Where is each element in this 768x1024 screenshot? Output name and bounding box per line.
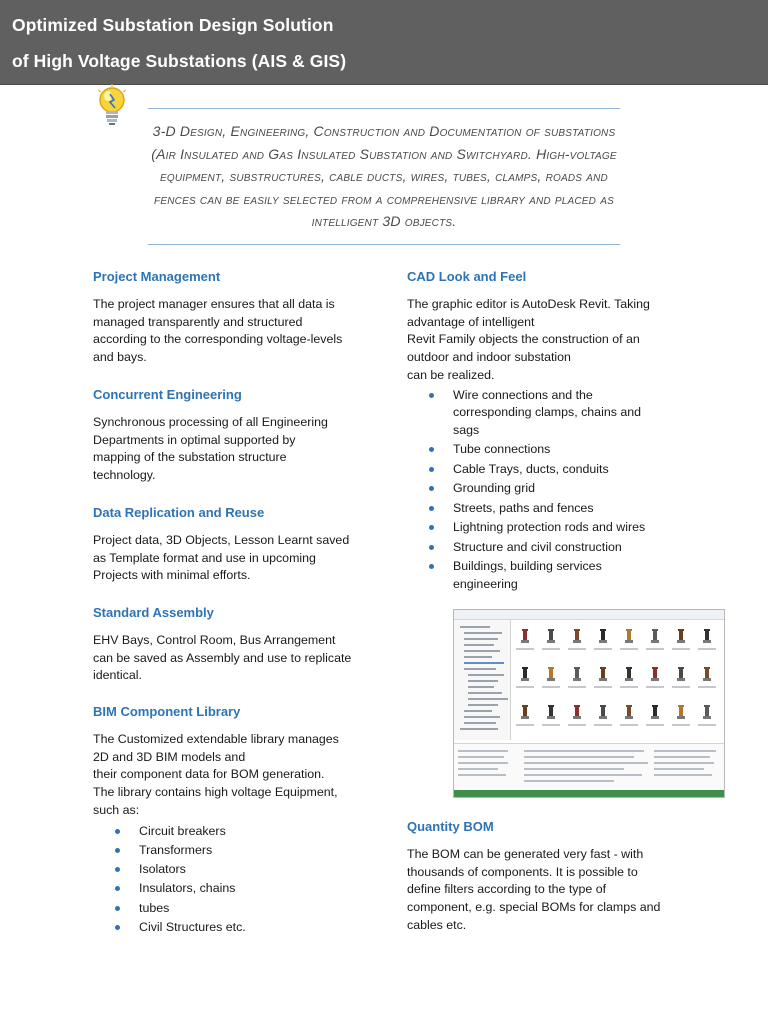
library-object-thumbnail xyxy=(674,704,688,720)
library-object-thumbnail xyxy=(518,704,532,720)
text-line: technology. xyxy=(93,468,156,483)
library-object-thumbnail xyxy=(648,628,662,644)
text-line: their component data for BOM generation. xyxy=(93,767,325,782)
library-object-caption xyxy=(672,648,690,650)
section-bom xyxy=(407,818,677,935)
list-item xyxy=(93,880,365,898)
text-line: The project manager ensures that all data is xyxy=(93,297,335,311)
text-line: and bays. xyxy=(93,350,147,365)
bullet-icon xyxy=(429,506,434,511)
bullet-icon xyxy=(115,925,120,930)
text-line: The graphic editor is AutoDesk Revit. Taking xyxy=(407,297,650,311)
text-line: define filters according to the type of xyxy=(407,882,607,897)
text-line: according to the corresponding voltage-levels xyxy=(93,332,343,347)
bullet-icon xyxy=(115,906,120,911)
library-object-caption xyxy=(672,724,690,726)
bullet-icon xyxy=(115,886,120,891)
software-screenshot xyxy=(453,609,725,798)
screenshot-property-panes xyxy=(454,743,724,796)
library-object-caption xyxy=(516,686,534,688)
heading-bom: Quantity BOM xyxy=(407,819,494,834)
list-item xyxy=(93,900,365,918)
library-object-thumbnail xyxy=(622,666,636,682)
text-line: such as: xyxy=(93,802,140,817)
library-object-thumbnail xyxy=(622,704,636,720)
list-item-text: Insulators, chains xyxy=(139,881,236,896)
text-line: Project data, 3D Objects, Lesson Learnt saved xyxy=(93,533,350,547)
library-object-thumbnail xyxy=(518,628,532,644)
list-item xyxy=(407,539,677,557)
screenshot-titlebar xyxy=(454,610,724,620)
library-object-caption xyxy=(516,648,534,650)
list-item xyxy=(93,861,365,879)
list-item-text: Buildings, building services xyxy=(453,559,602,574)
text-line: component, e.g. special BOMs for clamps and xyxy=(407,900,661,915)
heading-project-management: Project Management xyxy=(93,269,221,284)
text-line: The BOM can be generated very fast - with xyxy=(407,847,644,861)
list-item xyxy=(93,842,365,860)
text-line: Departments in optimal supported by xyxy=(93,432,296,447)
list-item xyxy=(407,387,677,440)
list-item xyxy=(407,500,677,518)
library-object-caption xyxy=(698,724,716,726)
list-item-text: Structure and civil construction xyxy=(453,539,622,554)
library-object-caption xyxy=(620,686,638,688)
library-object-caption xyxy=(568,686,586,688)
list-item-text: corresponding clamps, chains and xyxy=(453,405,642,420)
list-item-text: Circuit breakers xyxy=(139,823,226,838)
list-item-text: Cable Trays, ducts, conduits xyxy=(453,461,609,476)
title-line-2: of High Voltage Substations (AIS & GIS) xyxy=(12,51,347,71)
library-object-caption xyxy=(542,648,560,650)
text-line: can be saved as Assembly and use to replicate xyxy=(93,650,352,665)
bullet-icon xyxy=(429,486,434,491)
text-line: advantage of intelligent xyxy=(407,314,535,329)
list-item-text: Civil Structures etc. xyxy=(139,920,246,934)
library-object-caption xyxy=(594,686,612,688)
list-item-text: Transformers xyxy=(139,842,213,857)
library-object-thumbnail xyxy=(700,628,714,644)
intro-text: 3-D Design, Engineering, Construction and Documentation of substations (Air Insulated and Gas Insulated Substation and Switchyard. High-voltage equipment, substructures, cable ducts, wires, tubes, clamps, roads and fences can be easily selected from a comprehensive library and placed as intelligent 3D objects. xyxy=(151,123,617,229)
heading-standard-assembly: Standard Assembly xyxy=(93,605,214,620)
bullet-icon xyxy=(115,848,120,853)
list-item xyxy=(407,441,677,459)
text-line: as Template format and use in upcoming xyxy=(93,550,316,565)
library-object-thumbnail xyxy=(544,704,558,720)
library-object-thumbnail xyxy=(518,666,532,682)
list-item xyxy=(407,558,677,593)
list-item-text: Grounding grid xyxy=(453,481,535,496)
library-object-caption xyxy=(646,724,664,726)
list-item-text: Lightning protection rods and wires xyxy=(453,520,646,535)
list-item xyxy=(407,480,677,498)
list-item-text: Tube connections xyxy=(453,442,551,457)
text-line: EHV Bays, Control Room, Bus Arrangement xyxy=(93,633,336,647)
library-object-caption xyxy=(568,648,586,650)
list-item xyxy=(93,823,365,841)
text-line: cables etc. xyxy=(407,917,467,932)
library-object-caption xyxy=(620,648,638,650)
library-object-caption xyxy=(672,686,690,688)
library-object-thumbnail xyxy=(596,666,610,682)
list-item-text: sags xyxy=(453,422,480,437)
text-line: Synchronous processing of all Engineering xyxy=(93,415,328,429)
list-item-text: Streets, paths and fences xyxy=(453,500,594,515)
text-line: mapping of the substation structure xyxy=(93,450,287,465)
heading-cad: CAD Look and Feel xyxy=(407,269,527,284)
library-object-caption xyxy=(594,648,612,650)
text-line: outdoor and indoor substation xyxy=(407,350,571,365)
library-object-thumbnail xyxy=(544,666,558,682)
library-object-thumbnail xyxy=(674,666,688,682)
library-object-caption xyxy=(594,724,612,726)
bullet-icon xyxy=(115,829,120,834)
text-line: Revit Family objects the construction of an xyxy=(407,332,640,347)
library-object-thumbnail xyxy=(570,628,584,644)
bullet-icon xyxy=(429,447,434,452)
library-object-caption xyxy=(646,648,664,650)
section-project-management xyxy=(93,268,365,367)
text-line: can be realized. xyxy=(407,367,495,382)
bim-equipment-list xyxy=(93,823,365,937)
lightbulb-icon xyxy=(94,84,130,128)
library-object-thumbnail xyxy=(700,704,714,720)
library-object-caption xyxy=(620,724,638,726)
library-object-thumbnail xyxy=(648,704,662,720)
bullet-icon xyxy=(115,867,120,872)
section-bim-library xyxy=(93,703,365,938)
bullet-icon xyxy=(429,564,434,569)
text-line: The Customized extendable library manages xyxy=(93,732,339,746)
bullet-icon xyxy=(429,525,434,530)
library-object-caption xyxy=(698,648,716,650)
screenshot-object-grid xyxy=(514,624,720,740)
screenshot-tree-panel xyxy=(454,620,511,740)
library-object-caption xyxy=(542,686,560,688)
library-object-thumbnail xyxy=(700,666,714,682)
heading-bim-library: BIM Component Library xyxy=(93,704,241,719)
screenshot-statusbar xyxy=(454,790,724,797)
library-object-thumbnail xyxy=(596,704,610,720)
section-concurrent-engineering xyxy=(93,386,365,485)
list-item-text: Isolators xyxy=(139,862,186,877)
bullet-icon xyxy=(429,393,434,398)
text-line: The library contains high voltage Equipment, xyxy=(93,785,338,800)
library-object-thumbnail xyxy=(544,628,558,644)
title-line-1: Optimized Substation Design Solution xyxy=(12,15,334,35)
title-banner xyxy=(0,0,768,85)
intro-rule-bottom xyxy=(148,244,620,245)
section-data-replication xyxy=(93,504,365,585)
text-line: Projects with minimal efforts. xyxy=(93,568,251,583)
library-object-caption xyxy=(646,686,664,688)
library-object-caption xyxy=(542,724,560,726)
library-object-thumbnail xyxy=(570,704,584,720)
library-object-caption xyxy=(698,686,716,688)
heading-concurrent-engineering: Concurrent Engineering xyxy=(93,387,242,402)
section-cad xyxy=(407,268,677,596)
library-object-thumbnail xyxy=(648,666,662,682)
library-object-thumbnail xyxy=(622,628,636,644)
heading-data-replication: Data Replication and Reuse xyxy=(93,505,265,520)
text-line: 2D and 3D BIM models and xyxy=(93,749,246,764)
list-item xyxy=(407,519,677,537)
text-line: managed transparently and structured xyxy=(93,314,303,329)
library-object-thumbnail xyxy=(570,666,584,682)
library-object-thumbnail xyxy=(596,628,610,644)
intro-rule-top xyxy=(148,108,620,109)
section-standard-assembly xyxy=(93,604,365,685)
library-object-caption xyxy=(568,724,586,726)
library-object-thumbnail xyxy=(674,628,688,644)
library-object-caption xyxy=(516,724,534,726)
text-line: identical. xyxy=(93,668,142,683)
cad-feature-list xyxy=(407,387,677,594)
list-item-text: tubes xyxy=(139,900,170,915)
list-item xyxy=(407,461,677,479)
bullet-icon xyxy=(429,467,434,472)
list-item-text: Wire connections and the xyxy=(453,387,593,402)
text-line: thousands of components. It is possible to xyxy=(407,864,638,879)
list-item-text: engineering xyxy=(453,577,518,592)
bullet-icon xyxy=(429,545,434,550)
list-item xyxy=(93,919,365,937)
